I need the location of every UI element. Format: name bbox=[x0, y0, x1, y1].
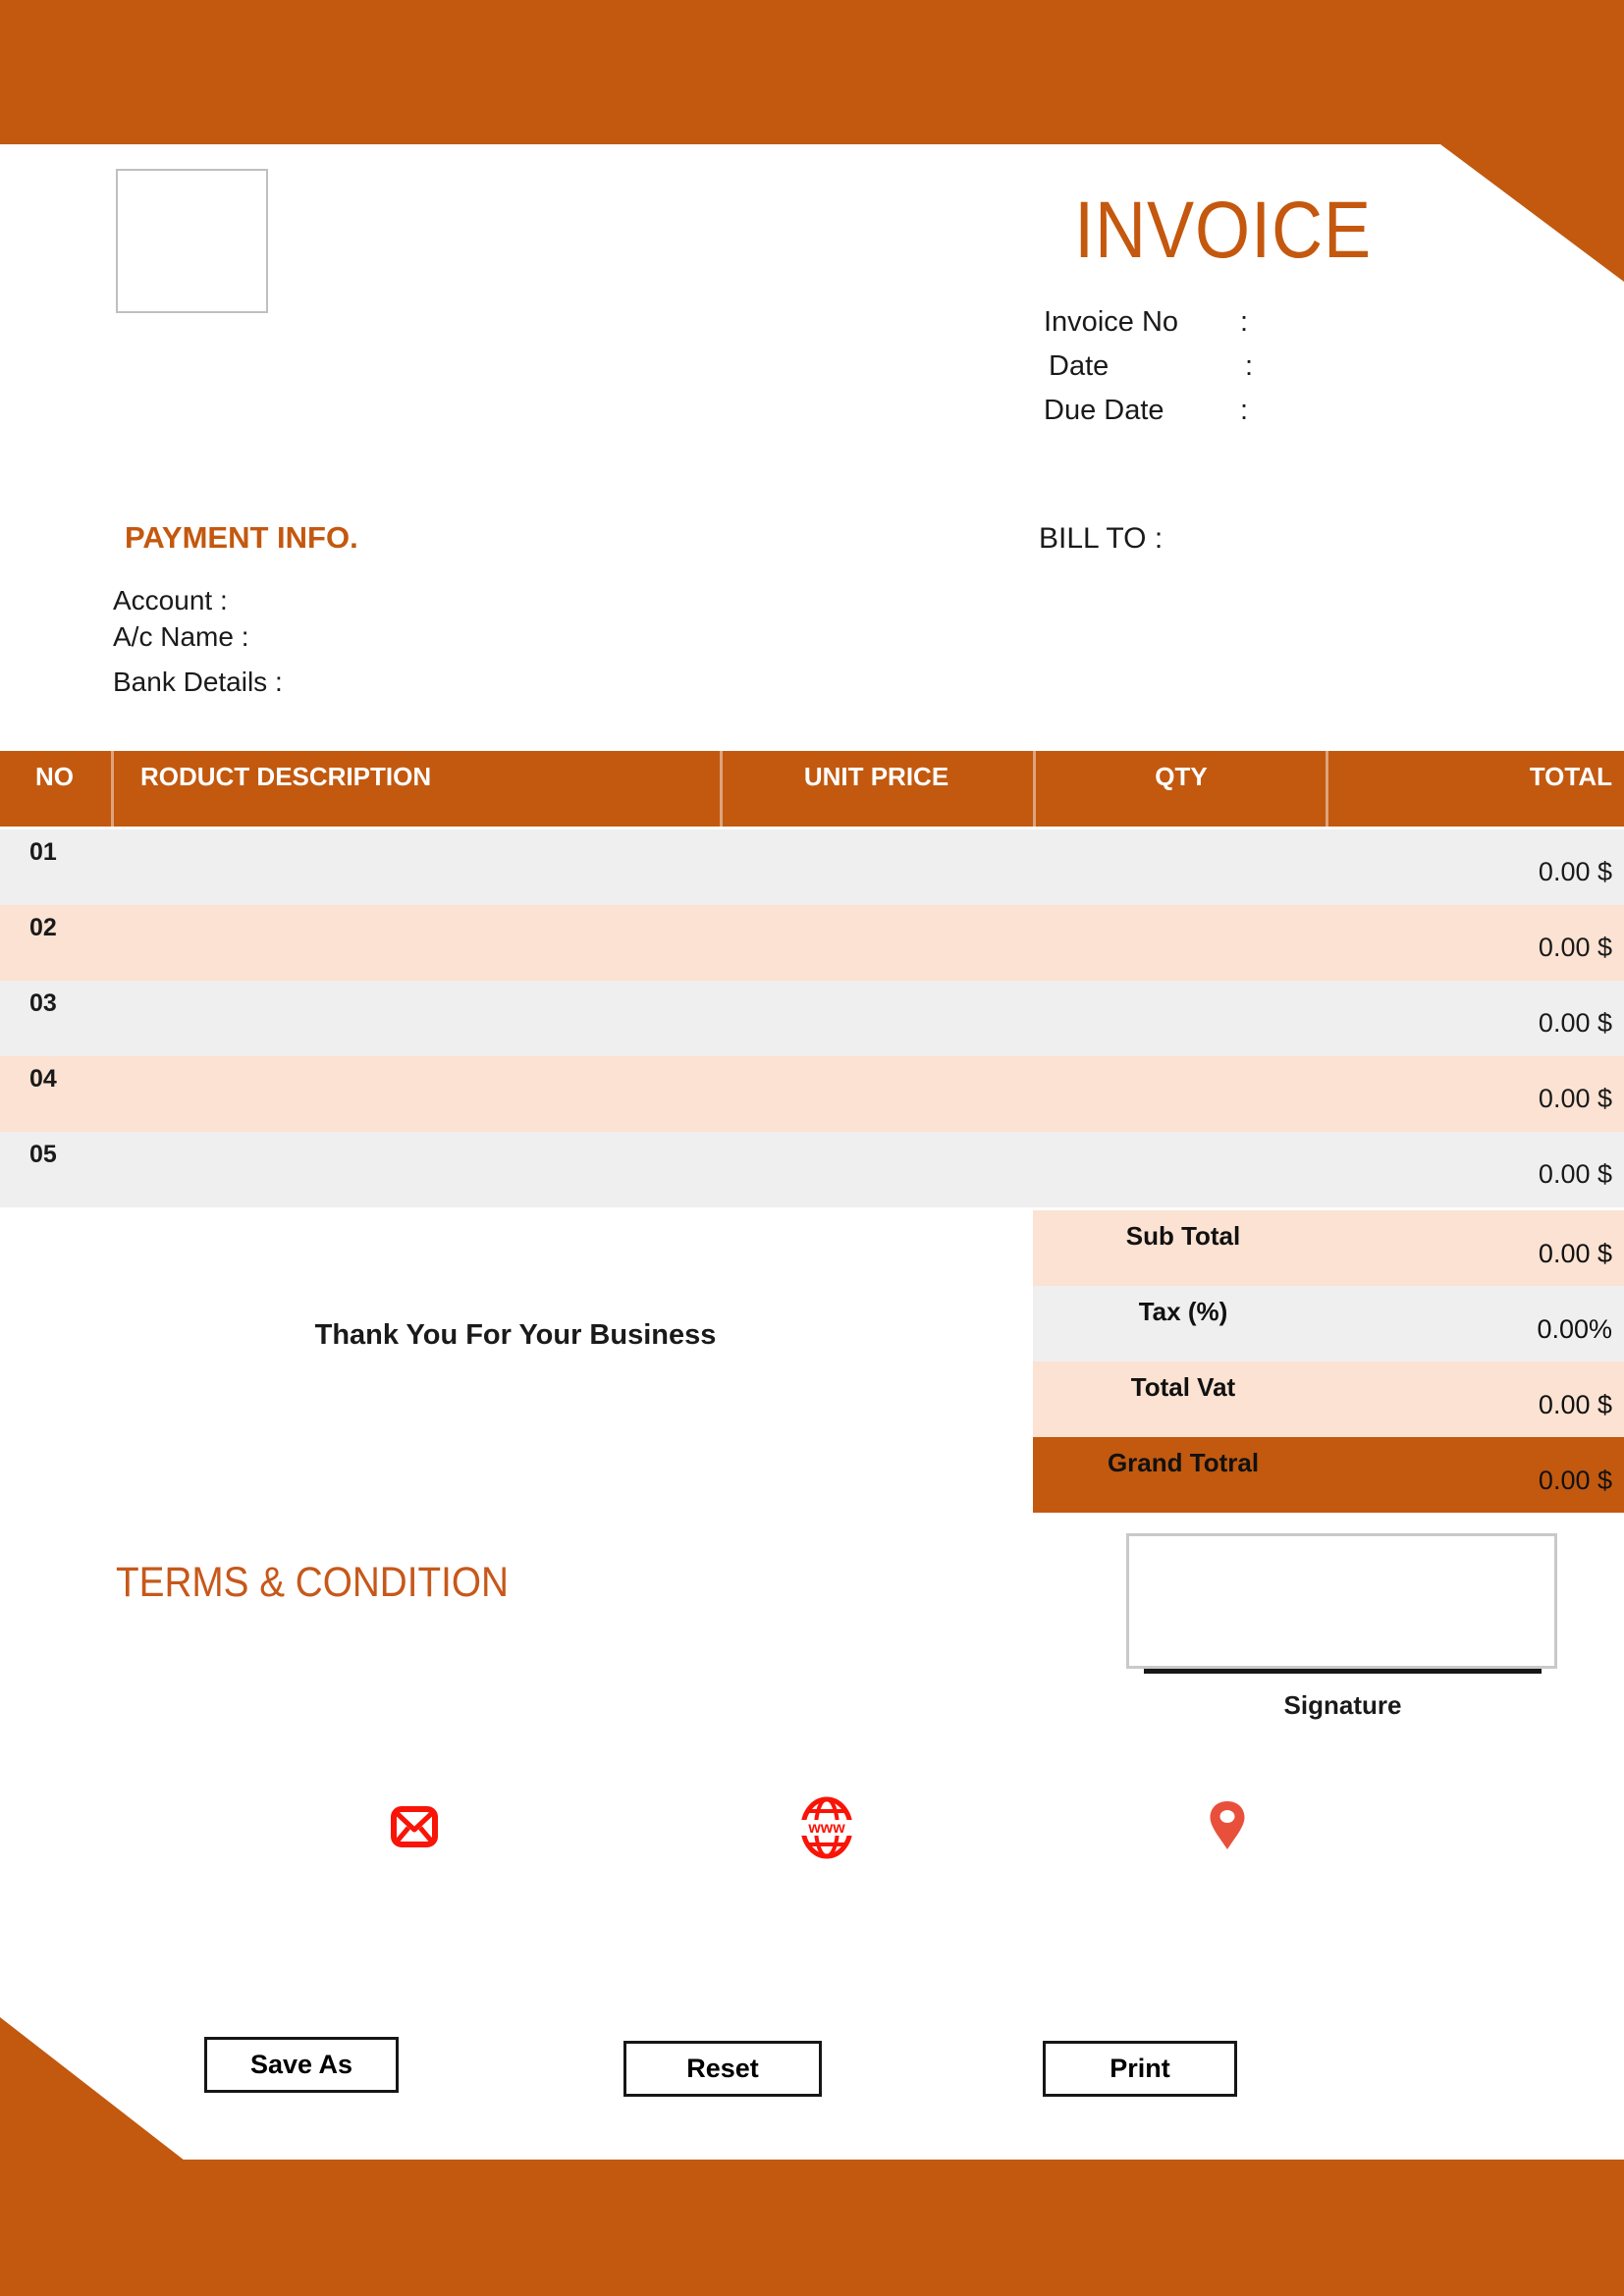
unit-price-field[interactable] bbox=[727, 905, 1025, 981]
table-row bbox=[0, 1056, 1624, 1132]
qty-field[interactable] bbox=[1047, 905, 1315, 981]
date-colon: : bbox=[1245, 350, 1254, 382]
grand-total-row bbox=[1033, 1437, 1624, 1513]
bill-to-label: BILL TO : bbox=[1039, 522, 1164, 555]
invoice-no-colon: : bbox=[1240, 306, 1249, 338]
row-total: 0.00 $ bbox=[1538, 1084, 1612, 1113]
due-date-colon: : bbox=[1240, 395, 1249, 426]
total-vat-value: 0.00 $ bbox=[1538, 1390, 1612, 1419]
table-header bbox=[0, 751, 1624, 827]
save-as-button[interactable]: Save As bbox=[204, 2037, 399, 2093]
subtotal-label: Sub Total bbox=[1125, 1221, 1241, 1251]
description-field[interactable] bbox=[115, 829, 709, 905]
logo-placeholder bbox=[116, 169, 268, 313]
terms-heading: TERMS & CONDITION bbox=[116, 1559, 509, 1606]
description-field[interactable] bbox=[115, 981, 709, 1056]
table-row bbox=[0, 905, 1624, 981]
invoice-no-label: Invoice No bbox=[1044, 306, 1179, 338]
table-row bbox=[0, 1132, 1624, 1207]
location-icon bbox=[1207, 1800, 1248, 1856]
grand-total-label: Grand Totral bbox=[1107, 1448, 1260, 1477]
subtotal-value: 0.00 $ bbox=[1538, 1239, 1612, 1268]
bottom-left-triangle bbox=[0, 2017, 185, 2161]
column-header-unit-price: UNIT PRICE bbox=[803, 762, 949, 791]
column-header-description: RODUCT DESCRIPTION bbox=[140, 762, 432, 791]
column-header-total: TOTAL bbox=[1529, 762, 1612, 791]
qty-field[interactable] bbox=[1047, 981, 1315, 1056]
account-label: Account : bbox=[113, 585, 228, 615]
signature-underline bbox=[1144, 1669, 1542, 1674]
payment-info-heading: PAYMENT INFO. bbox=[125, 520, 358, 555]
row-total: 0.00 $ bbox=[1538, 1008, 1612, 1038]
description-field[interactable] bbox=[115, 1056, 709, 1132]
page-title: INVOICE bbox=[1074, 186, 1372, 275]
qty-field[interactable] bbox=[1047, 829, 1315, 905]
due-date-row bbox=[1044, 389, 1466, 433]
header-separator bbox=[111, 751, 114, 827]
description-field[interactable] bbox=[115, 1132, 709, 1207]
print-button[interactable]: Print bbox=[1043, 2041, 1237, 2097]
email-icon bbox=[391, 1806, 438, 1852]
ac-name-label: A/c Name : bbox=[113, 621, 249, 652]
row-number: 03 bbox=[29, 989, 57, 1017]
tax-value: 0.00% bbox=[1537, 1314, 1612, 1344]
qty-field[interactable] bbox=[1047, 1056, 1315, 1132]
row-total: 0.00 $ bbox=[1538, 857, 1612, 886]
reset-button[interactable]: Reset bbox=[623, 2041, 822, 2097]
invoice-no-row bbox=[1044, 300, 1466, 345]
header-separator bbox=[1033, 751, 1036, 827]
unit-price-field[interactable] bbox=[727, 1132, 1025, 1207]
bank-details-label: Bank Details : bbox=[113, 667, 283, 697]
total-vat-row bbox=[1033, 1362, 1624, 1437]
website-icon-text: www bbox=[808, 1820, 845, 1837]
column-header-no: NO bbox=[35, 762, 74, 791]
date-field[interactable] bbox=[1265, 349, 1466, 385]
row-total: 0.00 $ bbox=[1538, 1159, 1612, 1189]
invoice-no-field[interactable] bbox=[1260, 305, 1466, 341]
row-total: 0.00 $ bbox=[1538, 933, 1612, 962]
row-number: 04 bbox=[29, 1065, 57, 1093]
column-header-qty: QTY bbox=[1155, 762, 1208, 791]
subtotal-row bbox=[1033, 1210, 1624, 1286]
date-row bbox=[1044, 345, 1466, 389]
tax-row bbox=[1033, 1286, 1624, 1362]
due-date-label: Due Date bbox=[1044, 395, 1164, 426]
date-label: Date bbox=[1049, 350, 1110, 382]
unit-price-field[interactable] bbox=[727, 1056, 1025, 1132]
table-row bbox=[0, 981, 1624, 1056]
bottom-banner bbox=[0, 2160, 1624, 2296]
signature-field[interactable] bbox=[1126, 1533, 1557, 1669]
description-field[interactable] bbox=[115, 905, 709, 981]
unit-price-field[interactable] bbox=[727, 829, 1025, 905]
grand-total-value: 0.00 $ bbox=[1538, 1466, 1612, 1495]
row-number: 05 bbox=[29, 1141, 57, 1168]
total-vat-label: Total Vat bbox=[1130, 1372, 1236, 1402]
row-number: 01 bbox=[29, 838, 57, 866]
qty-field[interactable] bbox=[1047, 1132, 1315, 1207]
tax-label: Tax (%) bbox=[1138, 1297, 1228, 1326]
invoice-meta bbox=[1044, 300, 1466, 433]
row-number: 02 bbox=[29, 914, 57, 941]
website-icon bbox=[799, 1796, 854, 1864]
header-separator bbox=[720, 751, 723, 827]
signature-label: Signature bbox=[1283, 1690, 1402, 1720]
due-date-field[interactable] bbox=[1260, 394, 1466, 429]
table-row bbox=[0, 829, 1624, 905]
unit-price-field[interactable] bbox=[727, 981, 1025, 1056]
thank-you-message: Thank You For Your Business bbox=[314, 1319, 717, 1351]
header-separator bbox=[1326, 751, 1328, 827]
